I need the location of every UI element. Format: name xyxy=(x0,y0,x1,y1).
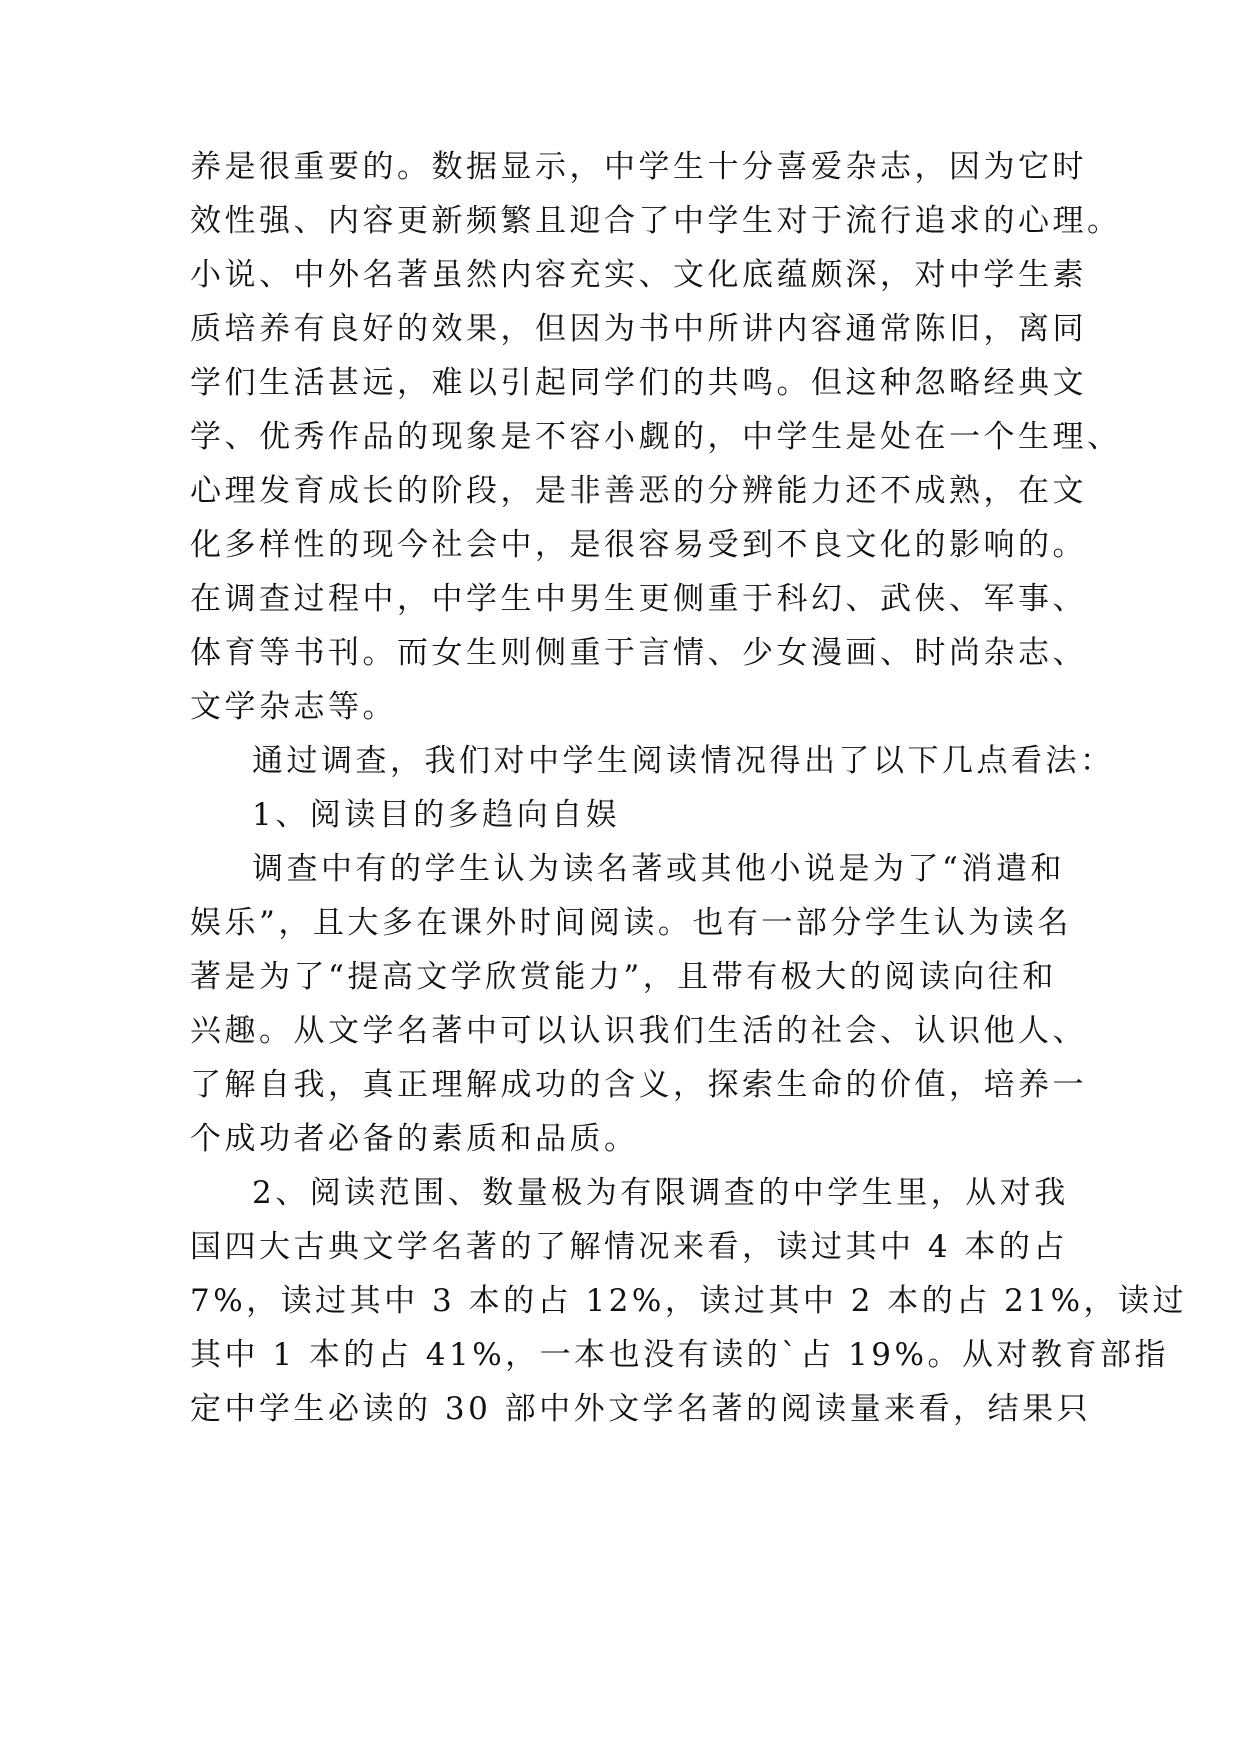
text-line: 在调查过程中，中学生中男生更侧重于科幻、武侠、军事、 xyxy=(190,581,1087,617)
text-line: 心理发育成长的阶段，是非善恶的分辨能力还不成熟，在文 xyxy=(190,473,1087,509)
text-line: 娱乐”，且大多在课外时间阅读。也有一部分学生认为读名 xyxy=(190,905,1072,941)
text-line: 养是很重要的。数据显示，中学生十分喜爱杂志，因为它时 xyxy=(190,149,1087,185)
text-line: 著是为了“提高文学欣赏能力”，且带有极大的阅读向往和 xyxy=(190,959,1057,995)
text-line: 其中 1 本的占 41%，一本也没有读的`占 19%。从对教育部指 xyxy=(190,1337,1169,1373)
text-line: 化多样性的现今社会中，是很容易受到不良文化的影响的。 xyxy=(190,527,1087,563)
text-line: 学们生活甚远，难以引起同学们的共鸣。但这种忽略经典文 xyxy=(190,365,1087,401)
text-line: 学、优秀作品的现象是不容小觑的，中学生是处在一个生理、 xyxy=(190,419,1122,455)
text-line: 了解自我，真正理解成功的含义，探索生命的价值，培养一 xyxy=(190,1067,1087,1103)
text-line: 个成功者必备的素质和品质。 xyxy=(190,1121,639,1157)
text-line: 7%，读过其中 3 本的占 12%，读过其中 2 本的占 21%，读过 xyxy=(190,1283,1188,1319)
text-line: 小说、中外名著虽然内容充实、文化底蕴颇深，对中学生素 xyxy=(190,257,1087,293)
section-heading: 2、阅读范围、数量极为有限调查的中学生里，从对我 xyxy=(252,1175,1069,1211)
text-line: 文学杂志等。 xyxy=(190,689,397,725)
paragraph-line: 通过调查，我们对中学生阅读情况得出了以下几点看法： xyxy=(252,743,1115,779)
text-line: 兴趣。从文学名著中可以认识我们生活的社会、认识他人、 xyxy=(190,1013,1087,1049)
text-line: 定中学生必读的 30 部中外文学名著的阅读量来看，结果只 xyxy=(190,1391,1092,1427)
text-line: 体育等书刊。而女生则侧重于言情、少女漫画、时尚杂志、 xyxy=(190,635,1087,671)
text-line: 质培养有良好的效果，但因为书中所讲内容通常陈旧，离同 xyxy=(190,311,1087,347)
text-line: 国四大古典文学名著的了解情况来看，读过其中 4 本的占 xyxy=(190,1229,1068,1265)
text-line: 效性强、内容更新频繁且迎合了中学生对于流行追求的心理。 xyxy=(190,203,1122,239)
paragraph-line: 调查中有的学生认为读名著或其他小说是为了“消遣和 xyxy=(252,851,1065,887)
section-heading: 1、阅读目的多趋向自娱 xyxy=(252,797,621,833)
